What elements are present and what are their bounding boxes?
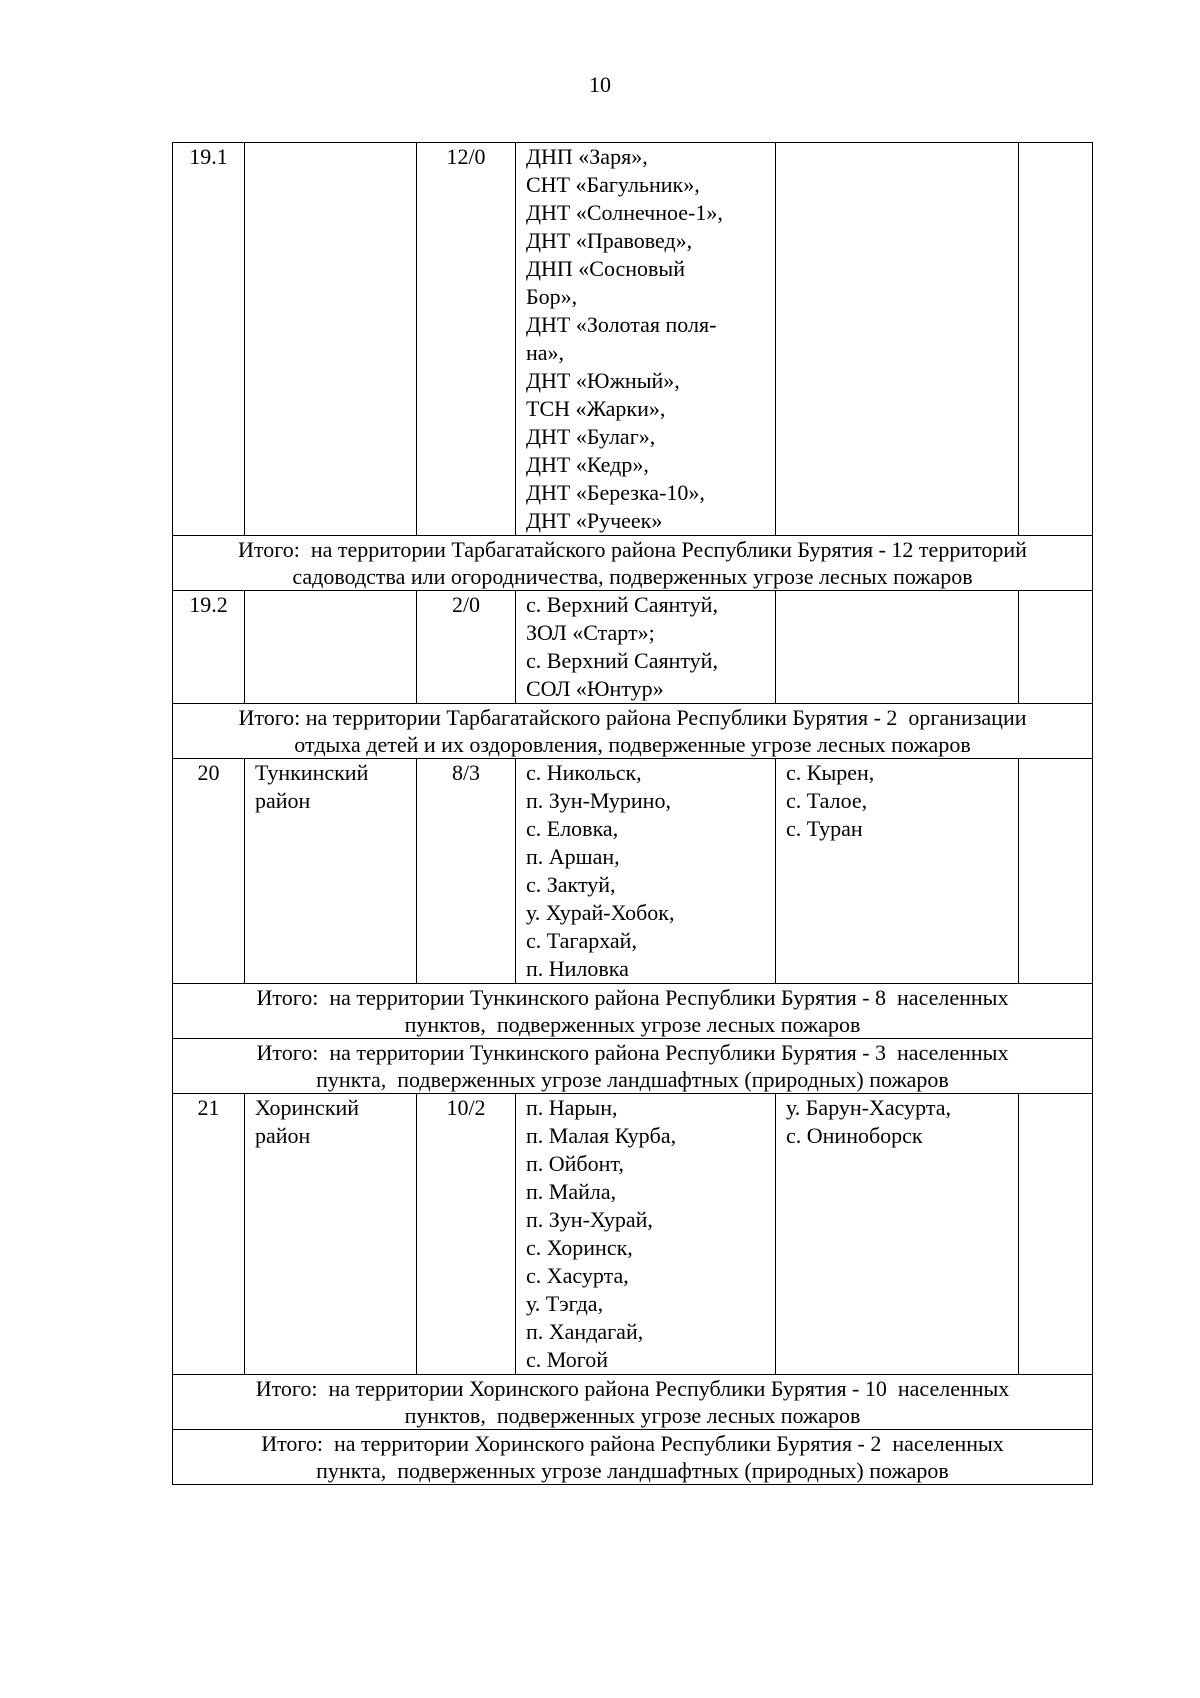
settlement-item: с. Могой <box>526 1347 609 1372</box>
settlement-item: п. Майла, <box>526 1179 617 1204</box>
table-row <box>173 1094 1093 1375</box>
landscape-fire-list <box>776 759 1019 984</box>
settlement-count: 12/0 <box>417 143 516 536</box>
empty-cell <box>1019 759 1093 984</box>
settlement-item: с. Тагархай, <box>526 928 637 953</box>
settlement-item: с. Еловка, <box>526 816 619 841</box>
settlement-count: 8/3 <box>417 759 516 984</box>
settlement-item: ДНТ «Булаг», <box>526 424 656 449</box>
settlement-item: п. Ниловка <box>526 956 629 981</box>
settlement-item: с. Кырен, <box>786 760 875 785</box>
district-name <box>245 591 417 704</box>
settlement-item: у. Тэгда, <box>526 1291 604 1316</box>
settlement-item: п. Зун-Хурай, <box>526 1207 653 1232</box>
settlement-item: с. Талое, <box>786 788 868 813</box>
landscape-fire-list <box>776 591 1019 704</box>
total-line: пункта, подверженных угрозе ландшафтных (природных) пожаров <box>316 1067 949 1092</box>
settlement-item: у. Хурай-Хобок, <box>526 900 675 925</box>
settlement-item: п. Аршан, <box>526 844 620 869</box>
settlement-item: с. Зактуй, <box>526 872 616 897</box>
settlement-item: на», <box>526 340 565 365</box>
settlement-item: с. Верхний Саянтуй, <box>526 592 718 617</box>
settlement-item: ТСН «Жарки», <box>526 396 666 421</box>
settlement-item: СОЛ «Юнтур» <box>526 676 664 701</box>
settlement-item: с. Хоринск, <box>526 1235 633 1260</box>
row-number: 19.2 <box>173 591 245 704</box>
forest-fire-list <box>516 1094 776 1375</box>
settlement-item: п. Зун-Мурино, <box>526 788 671 813</box>
district-line: район <box>255 1123 311 1148</box>
total-line: пунктов, подверженных угрозе лесных пожаров <box>404 1403 861 1428</box>
row-number: 20 <box>173 759 245 984</box>
page-number: 10 <box>589 72 611 97</box>
settlement-item: ДНТ «Ручеек» <box>526 508 663 533</box>
settlement-item: ДНП «Заря», <box>526 144 648 169</box>
settlement-item: у. Барун-Хасурта, <box>786 1095 951 1120</box>
total-row <box>173 1430 1093 1485</box>
total-line: Итого: на территории Тарбагатайского района Республики Бурятия - 12 территорий <box>238 537 1027 562</box>
district-line: Хоринский <box>255 1095 360 1120</box>
settlement-item: ДНТ «Золотая поля- <box>526 312 717 337</box>
settlement-item: с. Ониноборск <box>786 1123 923 1148</box>
total-row <box>173 536 1093 591</box>
settlement-item: п. Малая Курба, <box>526 1123 677 1148</box>
settlement-item: п. Нарын, <box>526 1095 618 1120</box>
row-number: 19.1 <box>173 143 245 536</box>
district-line: район <box>255 788 311 813</box>
settlement-item: ДНТ «Правовед», <box>526 228 693 253</box>
total-line: Итого: на территории Хоринского района Республики Бурятия - 10 населенных <box>255 1376 1010 1401</box>
total-line: садоводства или огородничества, подверженных угрозе лесных пожаров <box>292 564 973 589</box>
total-row <box>173 704 1093 759</box>
settlement-item: ЗОЛ «Старт»; <box>526 620 655 645</box>
total-line: Итого: на территории Хоринского района Республики Бурятия - 2 населенных <box>261 1431 1004 1456</box>
settlement-item: п. Ойбонт, <box>526 1151 624 1176</box>
total-row <box>173 984 1093 1039</box>
table-row <box>173 591 1093 704</box>
settlement-item: Бор», <box>526 284 578 309</box>
settlement-item: с. Никольск, <box>526 760 642 785</box>
empty-cell <box>1019 591 1093 704</box>
total-line: Итого: на территории Тункинского района Республики Бурятия - 3 населенных <box>256 1040 1009 1065</box>
settlement-item: ДНТ «Солнечное-1», <box>526 200 723 225</box>
row-number: 21 <box>173 1094 245 1375</box>
settlements-table <box>172 142 1093 1485</box>
settlement-count: 2/0 <box>417 591 516 704</box>
total-cell <box>173 536 1093 591</box>
total-cell <box>173 1430 1093 1485</box>
total-line: пункта, подверженных угрозе ландшафтных (природных) пожаров <box>316 1458 949 1483</box>
total-cell <box>173 984 1093 1039</box>
total-line: Итого: на территории Тарбагатайского района Республики Бурятия - 2 организации <box>238 705 1027 730</box>
table-row <box>173 759 1093 984</box>
forest-fire-list <box>516 591 776 704</box>
settlement-count: 10/2 <box>417 1094 516 1375</box>
district-name <box>245 759 417 984</box>
settlement-item: с. Хасурта, <box>526 1263 629 1288</box>
settlement-item: ДНТ «Березка-10», <box>526 480 705 505</box>
settlement-item: СНТ «Багульник», <box>526 172 700 197</box>
empty-cell <box>1019 143 1093 536</box>
total-cell <box>173 704 1093 759</box>
landscape-fire-list <box>776 1094 1019 1375</box>
total-cell <box>173 1039 1093 1094</box>
empty-cell <box>1019 1094 1093 1375</box>
total-line: пунктов, подверженных угрозе лесных пожаров <box>404 1012 861 1037</box>
total-line: отдыха детей и их оздоровления, подверженные угрозе лесных пожаров <box>294 732 971 757</box>
settlement-item: с. Туран <box>786 816 863 841</box>
total-row <box>173 1375 1093 1430</box>
landscape-fire-list <box>776 143 1019 536</box>
district-line: Тункинский <box>255 760 369 785</box>
settlement-item: ДНП «Сосновый <box>526 256 685 281</box>
forest-fire-list <box>516 759 776 984</box>
table-body <box>173 143 1093 1485</box>
total-row <box>173 1039 1093 1094</box>
settlement-item: ДНТ «Южный», <box>526 368 680 393</box>
forest-fire-list <box>516 143 776 536</box>
settlement-item: п. Хандагай, <box>526 1319 644 1344</box>
district-name <box>245 143 417 536</box>
settlement-item: ДНТ «Кедр», <box>526 452 649 477</box>
table-row <box>173 143 1093 536</box>
total-line: Итого: на территории Тункинского района Республики Бурятия - 8 населенных <box>256 985 1009 1010</box>
total-cell <box>173 1375 1093 1430</box>
settlement-item: с. Верхний Саянтуй, <box>526 648 718 673</box>
district-name <box>245 1094 417 1375</box>
